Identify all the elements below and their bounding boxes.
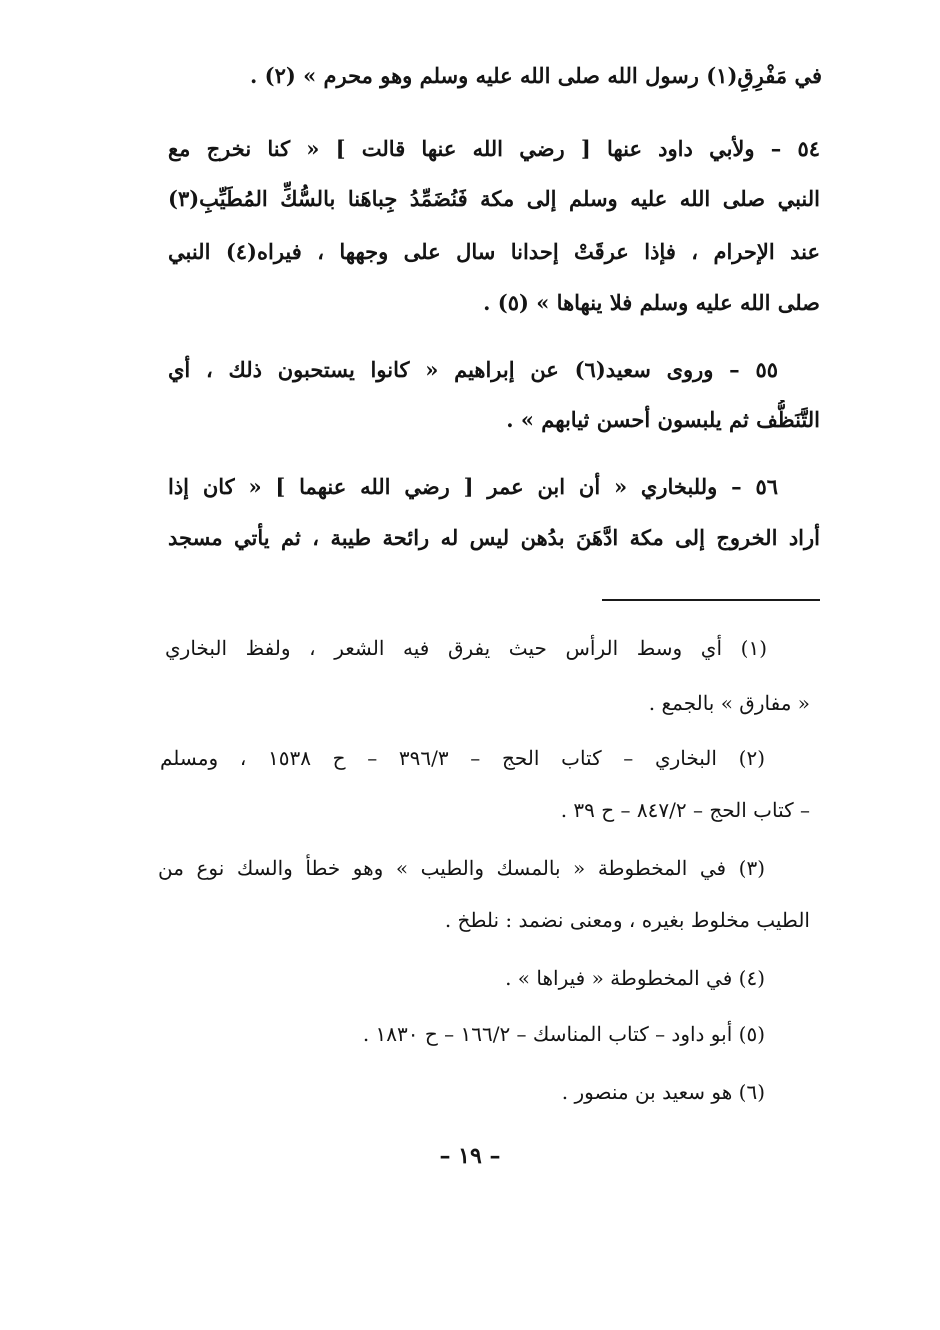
- main-text-line: في مَفْرِقِ(١) رسول الله صلى الله عليه وسلم وهو محرم » (٢) .: [250, 63, 822, 88]
- main-text-line: ٥٥ – وروى سعيد(٦) عن إبراهيم « كانوا يستحبون ذلك ، أي: [168, 357, 778, 382]
- footnote-separator: [602, 599, 820, 601]
- footnote-line: – كتاب الحج – ٨٤٧/٢ – ح ٣٩ .: [560, 798, 810, 822]
- page-number: – ١٩ –: [439, 1143, 501, 1169]
- footnote-line: (٤) في المخطوطة « فيراها » .: [505, 966, 765, 990]
- footnote-line: (٦) هو سعيد بن منصور .: [561, 1080, 765, 1104]
- footnote-line: الطيب مخلوط بغيره ، ومعنى نضمد : نلطخ .: [444, 908, 810, 932]
- footnote-line: (٥) أبو داود – كتاب المناسك – ١٦٦/٢ – ح ١٨٣٠ .: [362, 1022, 765, 1046]
- main-text-line: أراد الخروج إلى مكة ادَّهَنَ بدُهن ليس له رائحة طيبة ، ثم يأتي مسجد: [168, 525, 820, 550]
- main-text-line: ٥٦ – وللبخاري « أن ابن عمر [ رضي الله عنهما ] « كان إذا: [168, 474, 778, 499]
- footnote-line: (٢) البخاري – كتاب الحج – ٣٩٦/٣ – ح ١٥٣٨ ، ومسلم: [160, 746, 765, 770]
- main-text-line: النبي صلى الله عليه وسلم إلى مكة فَنُضَمِّدُ جِباهَنا بالسُّكِّ المُطَيِّبِ(٣): [168, 186, 820, 211]
- main-text-line: عند الإحرام ، فإذا عرقَتْ إحدانا سال على وجهها ، فيراه(٤) النبي: [168, 239, 820, 264]
- footnote-line: « مفارق » بالجمع .: [648, 691, 810, 715]
- footnote-line: (٣) في المخطوطة « بالمسك والطيب » وهو خطأ والسك نوع من: [158, 856, 765, 880]
- main-text-line: صلى الله عليه وسلم فلا ينهاها » (٥) .: [483, 290, 820, 315]
- main-text-line: ٥٤ – ولأبي داود عنها [ رضي الله عنها قالت ] « كنا نخرج مع: [168, 136, 820, 161]
- footnote-line: (١) أي وسط الرأس حيث يفرق فيه الشعر ، ولفظ البخاري: [165, 636, 767, 660]
- main-text-line: التَّنَظُّف ثم يلبسون أحسن ثيابهم » .: [506, 407, 820, 432]
